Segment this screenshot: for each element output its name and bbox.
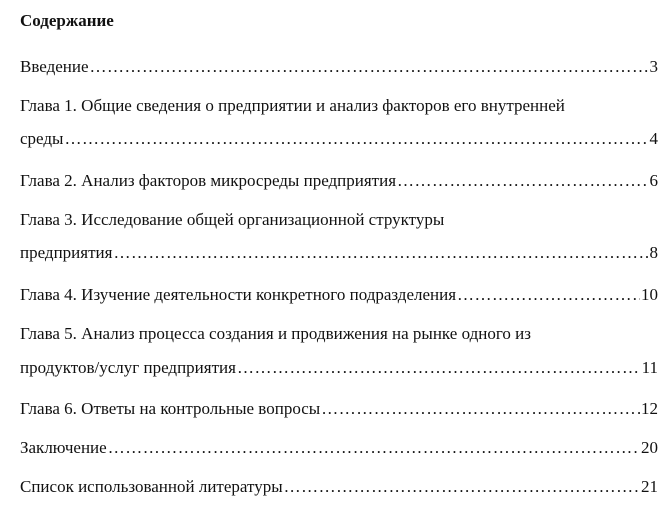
toc-entry-text: среды <box>20 129 64 148</box>
toc-page-number: 21 <box>641 477 658 496</box>
toc-entry-chapter-1-line-1: Глава 1. Общие сведения о предприятии и анализ факторов его внутренней <box>20 96 565 115</box>
toc-entry-chapter-1 <box>20 127 658 151</box>
toc-entry-chapter-5-line-1: Глава 5. Анализ процесса создания и продвижения на рынке одного из <box>20 324 531 343</box>
toc-entry-text: продуктов/услуг предприятия <box>20 358 236 377</box>
toc-page-number: 6 <box>649 171 658 190</box>
toc-entry-text: Глава 6. Ответы на контрольные вопросы <box>20 399 321 418</box>
toc-entry-chapter-2 <box>20 169 658 193</box>
dot-leader <box>284 475 640 499</box>
toc-page-number: 4 <box>649 129 658 148</box>
toc-entry-text: Список использованной литературы <box>20 477 283 496</box>
toc-entry-chapter-3 <box>20 241 658 265</box>
toc-page-number: 10 <box>641 285 658 304</box>
toc-entry-references <box>20 475 658 499</box>
dot-leader <box>397 169 648 193</box>
toc-entry-chapter-5 <box>20 356 658 380</box>
toc-entry-chapter-6 <box>20 397 658 421</box>
dot-leader <box>321 397 640 421</box>
toc-entry-text: Глава 4. Изучение деятельности конкретного подразделения <box>20 285 457 304</box>
toc-page-number: 11 <box>641 358 658 377</box>
dot-leader <box>237 356 641 380</box>
dot-leader <box>113 241 648 265</box>
toc-entry-text: Глава 2. Анализ факторов микросреды предприятия <box>20 171 397 190</box>
dot-leader <box>108 436 640 460</box>
toc-entry-chapter-3-line-1: Глава 3. Исследование общей организационной структуры <box>20 210 445 229</box>
toc-page-number: 12 <box>641 399 658 418</box>
dot-leader <box>90 55 649 79</box>
toc-entry-text: Введение <box>20 57 89 76</box>
dot-leader <box>64 127 648 151</box>
toc-entry-chapter-4 <box>20 283 658 307</box>
toc-entry-text: Заключение <box>20 438 107 457</box>
toc-page-number: 8 <box>649 243 658 262</box>
toc-entry-introduction <box>20 55 658 79</box>
toc-page-number: 3 <box>649 57 658 76</box>
toc-entry-conclusion <box>20 436 658 460</box>
toc-page-number: 20 <box>641 438 658 457</box>
dot-leader <box>457 283 640 307</box>
toc-entry-text: предприятия <box>20 243 113 262</box>
toc-title: Содержание <box>20 11 114 30</box>
